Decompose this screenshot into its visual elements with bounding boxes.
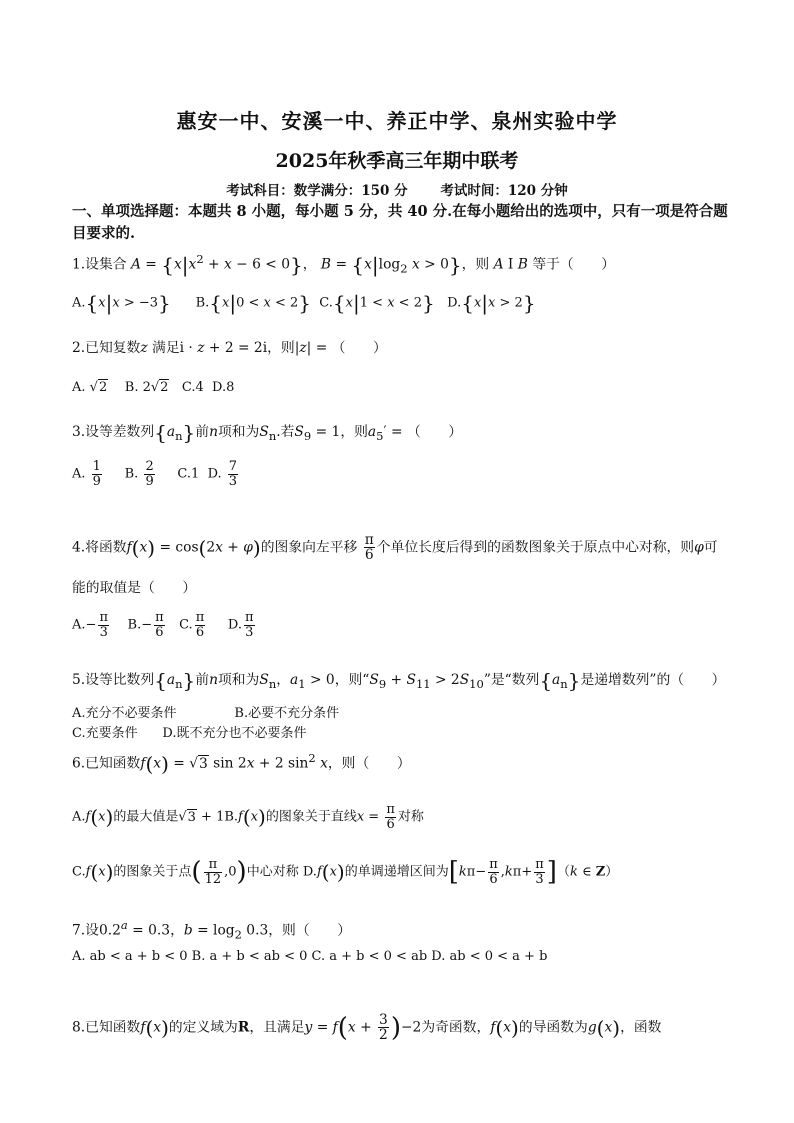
question-5-options-row2: C.充要条件 D.既不充分也不必要条件 — [72, 726, 307, 741]
question-8: 8.已知函数f(x)的定义域为R，且满足y = f(x + $\frac{3}{2}$ )−2为奇函数，f(x)的导函数为g(x)，函数 — [72, 1012, 662, 1044]
exam-time: 考试时间：120 分钟 — [440, 183, 568, 199]
question-7-options: A. ab < a + b < 0 B. a + b < ab < 0 C. a + b < 0 < ab D. ab < 0 < a + b — [72, 949, 548, 964]
question-3: 3.设等差数列$\{a_n\}$前n项和为$S_n$.若$S_9 = 1$，则$a_5'$ = （ ） — [72, 420, 463, 445]
question-1-options: A.{x|x > −3} B.{x|0 < x < 2} C.{x|1 < x < 2} D.{x|x > 2} — [72, 291, 536, 315]
fraction: $\frac{2}{9}$ — [145, 459, 154, 489]
question-6: 6.已知函数f(x) = √3 sin 2x + 2 $\sin^2 x$，则（ ） — [72, 751, 411, 777]
exam-title: 惠安一中、安溪一中、养正中学、泉州实验中学 — [176, 109, 618, 133]
question-2: 2.已知复数z 满足i · z + 2 = 2i，则|z| = （ ） — [72, 340, 387, 356]
question-4-cont: 能的取值是（ ） — [72, 580, 197, 596]
fraction: $\frac{7}{3}$ — [228, 459, 238, 489]
question-6-options-row1: A.f(x)的最大值是√3 + 1B.f(x)的图象关于直线x = $\frac{\pi}{6}$ 对称 — [72, 802, 424, 832]
question-2-options: A. √2 B. 2√2 C.4 D.8 — [72, 380, 235, 395]
question-5-options-row1: A.充分不必要条件 B.必要不充分条件 — [72, 706, 340, 721]
question-5: 5.设等比数列$\{a_n\}$前n项和为$S_n$，$a_1 > 0$，则“$S_9 + S_{11} > 2S_{10}$”是“数列$\{a_n\}$是递增数列”的（ ） — [72, 668, 726, 693]
fraction: $\frac{\pi}{6}$ — [364, 532, 374, 564]
question-6-options-row2: C.f(x)的图象关于点( $\frac{\pi}{12}$ ,0)中心对称 D.f(x)的单调递增区间为[kπ− $\frac{\pi}{6}$ ,kπ+ $\frac{\pi}{3}$ ]（k ∈ Z） — [72, 857, 619, 888]
exam-subject: 考试科目：数学满分：150 分 — [226, 183, 408, 199]
question-1: 1.设集合 $A = \{x|x^2 + x - 6 < 0\}$， $B = \{x|\log_2$ x > 0}，则 A I B 等于（ ） — [72, 252, 616, 278]
section-heading: 一、单项选择题：本题共 8 小题，每小题 5 分，共 40 分.在每小题给出的选项中，只有一项是符合题目要求的. — [72, 203, 728, 242]
question-4: 4.将函数f(x) = cos(2x + φ)的图象向左平移 $\frac{\pi}{6}$ 个单位长度后得到的函数图象关于原点中心对称，则φ可 — [72, 532, 718, 564]
question-3-options: A. $\frac{1}{9}$ B. $\frac{2}{9}$ C.1 D. $\frac{7}{3}$ — [72, 459, 238, 489]
question-4-options: A.− $\frac{\pi}{3}$ B.− $\frac{\pi}{6}$ C. $\frac{\pi}{6}$ D. $\frac{\pi}{3}$ — [72, 610, 254, 640]
exam-meta — [0, 179, 794, 199]
fraction: $\frac{1}{9}$ — [92, 459, 101, 489]
exam-subtitle: 2025年秋季高三年期中联考 — [275, 150, 519, 172]
question-7: 7.设0.2$^a$ = 0.3，$b = \log_2 0.3$，则（ ） — [72, 918, 352, 942]
